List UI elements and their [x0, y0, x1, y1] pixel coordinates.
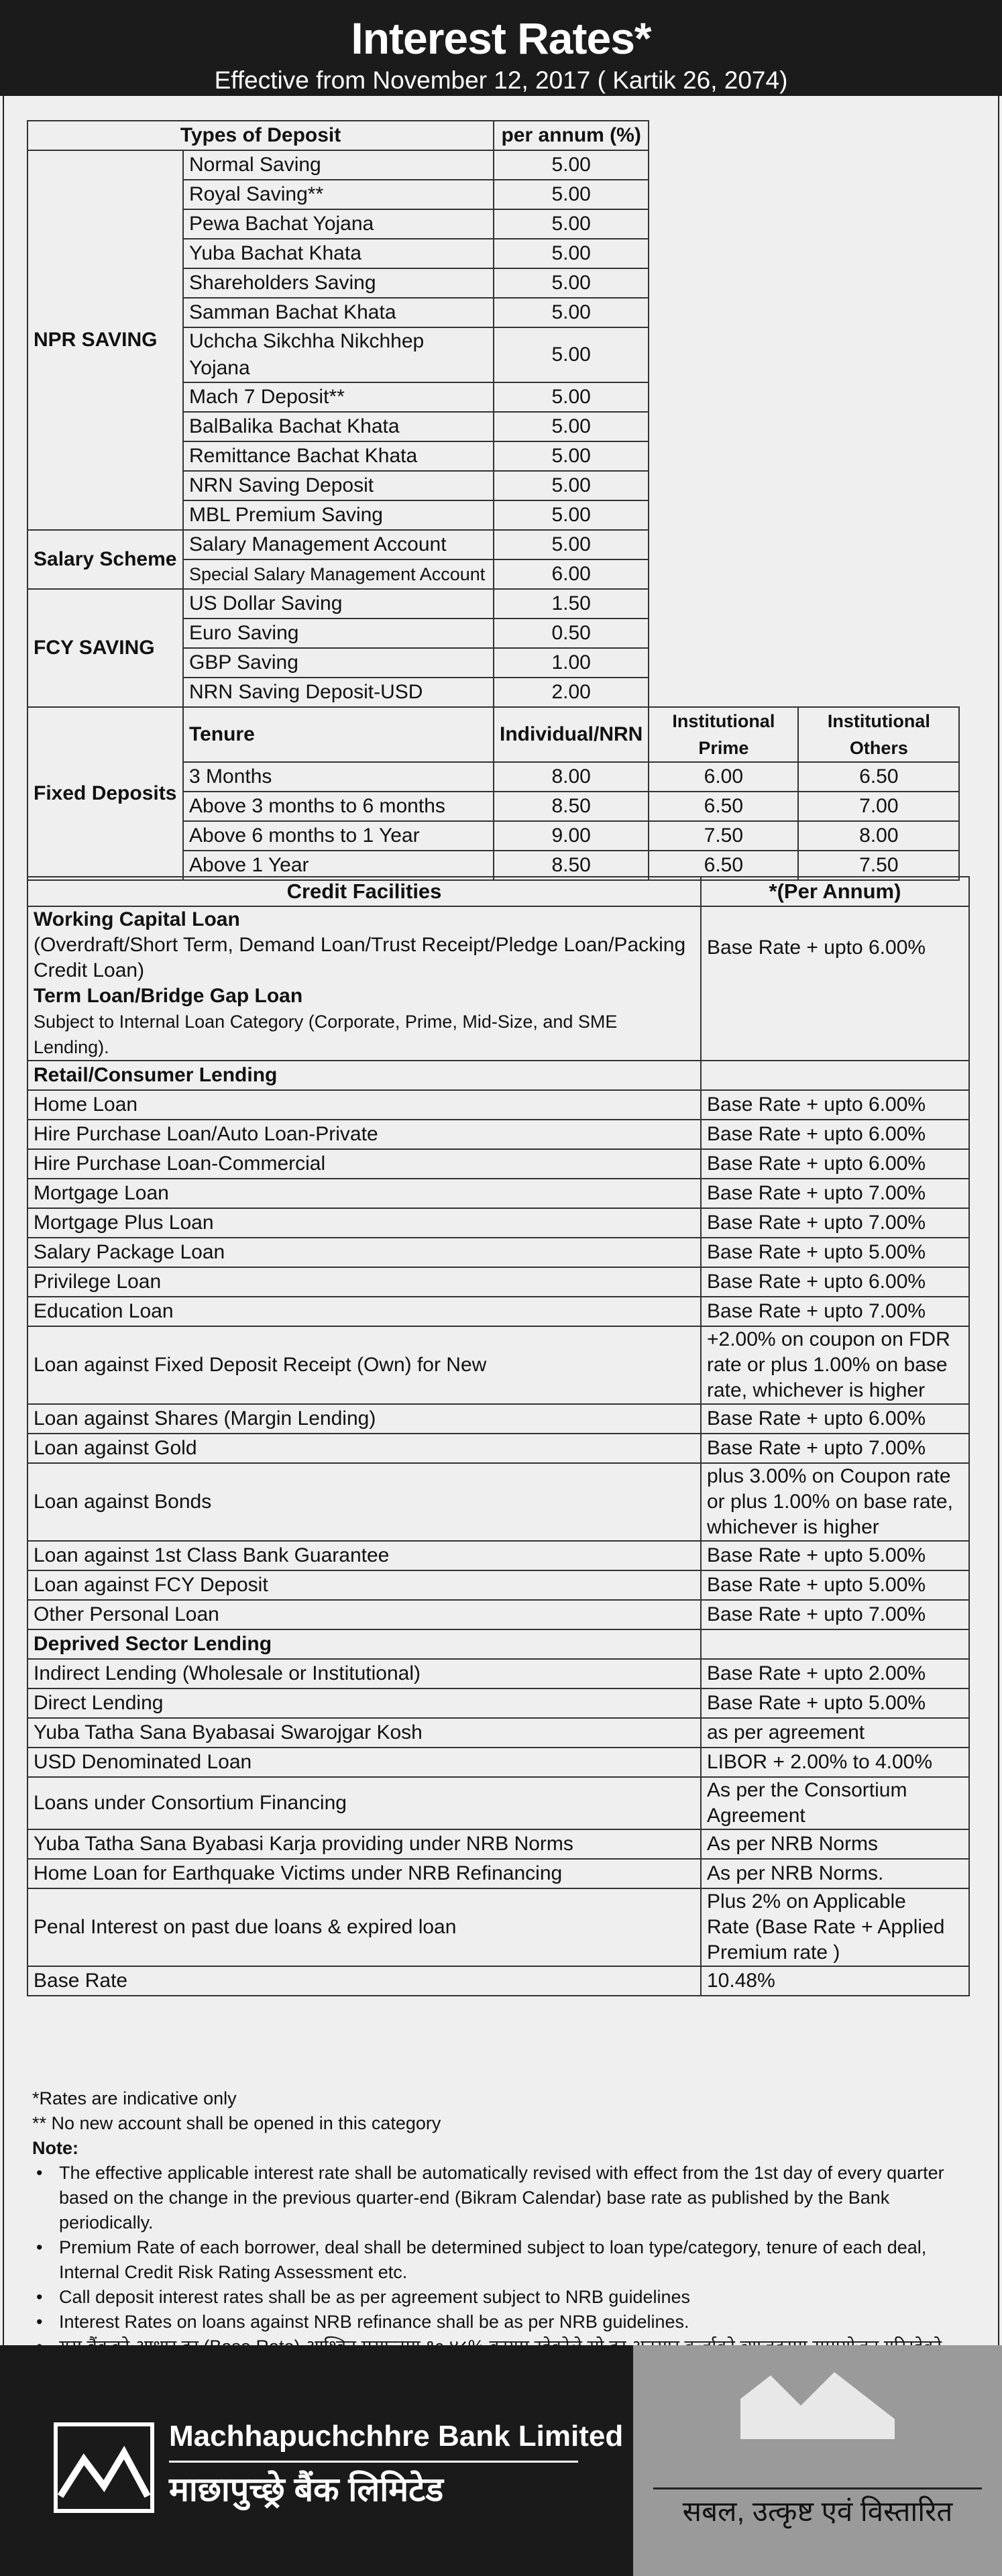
- table-row: [27, 1208, 969, 1238]
- facility-rate: Base Rate + upto 7.00%: [701, 1179, 969, 1208]
- facility-label: Hire Purchase Loan-Commercial: [27, 1149, 701, 1179]
- rate-prime: 6.00: [649, 762, 798, 792]
- term-loan-desc: Subject to Internal Loan Category (Corporate, Prime, Mid-Size, and SME Lending).: [34, 1012, 618, 1057]
- deposit-type: Salary Management Account: [183, 530, 494, 559]
- working-capital-block: [27, 906, 701, 1061]
- note-bullet: • Call deposit interest rates shall be as per agreement subject to NRB guidelines: [32, 2285, 971, 2310]
- deposit-type: Uchcha Sikchha Nikchhep Yojana: [183, 327, 494, 382]
- table-row: [27, 1629, 969, 1659]
- empty-cell: [649, 589, 959, 619]
- deposit-rate: 5.00: [494, 298, 649, 327]
- facility-rate: Base Rate + upto 6.00%: [701, 1090, 969, 1120]
- rate-line: Agreement: [707, 1805, 805, 1827]
- working-capital-title: Working Capital Loan: [34, 908, 240, 930]
- deposit-type: Euro Saving: [183, 619, 494, 648]
- rate-individual: 8.50: [494, 792, 649, 821]
- deposit-rate: 5.00: [494, 382, 649, 412]
- table-row: [27, 1600, 969, 1629]
- effective-date: Effective from November 12, 2017 ( Kartik 26, 2074): [214, 66, 788, 94]
- tenure: Above 6 months to 1 Year: [183, 821, 494, 851]
- col-header-individual: Individual/NRN: [494, 707, 649, 762]
- page-title: Interest Rates*: [351, 13, 651, 63]
- deposit-group-label: NPR SAVING: [27, 150, 183, 530]
- table-row: [27, 1434, 969, 1463]
- rate-prime: 6.50: [649, 792, 798, 821]
- facility-label: Salary Package Loan: [27, 1238, 701, 1267]
- notes-section: [32, 2086, 971, 2384]
- deposit-rate: 5.00: [494, 441, 649, 471]
- empty-cell: [649, 648, 959, 678]
- facility-rate: [701, 1463, 969, 1541]
- table-row: [27, 1238, 969, 1267]
- rate-prime: 6.50: [649, 851, 798, 880]
- tenure: 3 Months: [183, 762, 494, 792]
- deposit-header-row: [27, 121, 959, 150]
- deposit-type: MBL Premium Saving: [183, 500, 494, 530]
- deposit-type: BalBalika Bachat Khata: [183, 412, 494, 441]
- rate-line: Plus 2% on Applicable: [707, 1890, 906, 1913]
- credit-facilities-table: [27, 876, 970, 1996]
- deposit-rate: 1.50: [494, 589, 649, 619]
- facility-rate: [701, 1777, 969, 1829]
- facility-label: Other Personal Loan: [27, 1600, 701, 1629]
- table-row: [27, 906, 969, 1061]
- table-row: [27, 1297, 969, 1326]
- deposit-group-label: Salary Scheme: [27, 530, 183, 589]
- deposit-type: GBP Saving: [183, 648, 494, 678]
- empty-cell: [649, 559, 959, 589]
- facility-rate: Base Rate + upto 5.00%: [701, 1570, 969, 1600]
- deposit-type: Shareholders Saving: [183, 268, 494, 298]
- rate-others: 7.50: [798, 851, 959, 880]
- facility-label: Education Loan: [27, 1297, 701, 1326]
- table-row: [27, 1570, 969, 1600]
- empty-cell: [649, 382, 959, 412]
- divider: [653, 2487, 982, 2489]
- empty-cell: [649, 268, 959, 298]
- facility-label: Loan against FCY Deposit: [27, 1570, 701, 1600]
- table-row: [27, 1688, 969, 1718]
- deposit-type: Special Salary Management Account: [183, 559, 494, 589]
- empty-cell: [649, 150, 959, 180]
- table-row: [27, 1463, 969, 1541]
- mountain-peaks-icon: [740, 2372, 895, 2439]
- empty-cell: [649, 298, 959, 327]
- bank-name-nepali: माछापुच्छ्रे बैंक लिमिटेड: [169, 2471, 444, 2508]
- fixed-header-row: [27, 707, 959, 762]
- facility-rate: Base Rate + upto 6.00%: [701, 1404, 969, 1434]
- rate-others: 6.50: [798, 762, 959, 792]
- rate-line: +2.00% on coupon on FDR: [707, 1328, 950, 1350]
- rate-line: whichever is higher: [707, 1516, 879, 1538]
- facility-rate: Base Rate + upto 5.00%: [701, 1238, 969, 1267]
- facility-label: Home Loan for Earthquake Victims under NRB Refinancing: [27, 1859, 701, 1888]
- table-row: [27, 150, 959, 180]
- empty-cell: [649, 327, 959, 382]
- note-bullet: • Premium Rate of each borrower, deal shall be determined subject to loan type/category, tenure of each deal, Internal Credit Risk Rating Assessment etc.: [32, 2235, 971, 2285]
- deposit-rate: 5.00: [494, 239, 649, 268]
- deposit-type: Yuba Bachat Khata: [183, 239, 494, 268]
- base-rate-label: Base Rate: [27, 1966, 701, 1996]
- table-row: [27, 1120, 969, 1149]
- facility-rate: As per NRB Norms.: [701, 1859, 969, 1888]
- facility-rate: as per agreement: [701, 1718, 969, 1748]
- facility-label: Penal Interest on past due loans & expired loan: [27, 1888, 701, 1966]
- bank-logo-icon: [54, 2422, 154, 2513]
- deposit-rate: 2.00: [494, 678, 649, 707]
- facility-label: Loan against Bonds: [27, 1463, 701, 1541]
- col-header-per-annum: *(Per Annum): [701, 877, 969, 906]
- facility-label: Loans under Consortium Financing: [27, 1777, 701, 1829]
- deposit-type: Normal Saving: [183, 150, 494, 180]
- divider: [169, 2461, 578, 2463]
- deposit-rate: 1.00: [494, 648, 649, 678]
- term-loan-title: Term Loan/Bridge Gap Loan: [34, 985, 303, 1007]
- col-header-types: Types of Deposit: [27, 121, 494, 150]
- facility-label: Yuba Tatha Sana Byabasai Swarojgar Kosh: [27, 1718, 701, 1748]
- header-banner: [0, 0, 1002, 96]
- rate-individual: 8.00: [494, 762, 649, 792]
- facility-label: USD Denominated Loan: [27, 1748, 701, 1777]
- facility-rate: Base Rate + upto 5.00%: [701, 1541, 969, 1570]
- facility-rate: Base Rate + upto 7.00%: [701, 1600, 969, 1629]
- rate-line: rate or plus 1.00% on base: [707, 1354, 948, 1376]
- note-title: Note:: [32, 2138, 78, 2158]
- facility-label: Loan against Fixed Deposit Receipt (Own) for New: [27, 1326, 701, 1404]
- facility-label: Mortgage Loan: [27, 1179, 701, 1208]
- deposit-type: Remittance Bachat Khata: [183, 441, 494, 471]
- credit-header-row: [27, 877, 969, 906]
- deposit-type: Pewa Bachat Yojana: [183, 209, 494, 239]
- deposit-type: NRN Saving Deposit-USD: [183, 678, 494, 707]
- facility-label: Indirect Lending (Wholesale or Institutional): [27, 1659, 701, 1688]
- facility-rate: [701, 1326, 969, 1404]
- empty-cell: [649, 239, 959, 268]
- table-row: [27, 1777, 969, 1829]
- facility-label: Loan against Shares (Margin Lending): [27, 1404, 701, 1434]
- facility-label: Home Loan: [27, 1090, 701, 1120]
- facility-label: Loan against 1st Class Bank Guarantee: [27, 1541, 701, 1570]
- deposit-rate: 5.00: [494, 500, 649, 530]
- rate-line: rate, whichever is higher: [707, 1379, 926, 1401]
- bank-name-english: Machhapuchchhre Bank Limited: [169, 2420, 624, 2453]
- rate-individual: 8.50: [494, 851, 649, 880]
- col-header-rate: per annum (%): [494, 121, 649, 150]
- rate-others: 8.00: [798, 821, 959, 851]
- col-header-facility: Credit Facilities: [27, 877, 701, 906]
- facility-rate: As per NRB Norms: [701, 1829, 969, 1859]
- deposit-group-label: FCY SAVING: [27, 589, 183, 707]
- empty-cell: [649, 441, 959, 471]
- deposit-rate: 5.00: [494, 412, 649, 441]
- note-bullet: • The effective applicable interest rate shall be automatically revised with effect from the 1st day of every quarter based on the change in the previous quarter-end (Bikram Calendar) base rate as published by the Bank periodically.: [32, 2161, 971, 2235]
- table-row: [27, 1659, 969, 1688]
- table-row: [27, 1149, 969, 1179]
- fixed-deposit-label: Fixed Deposits: [27, 707, 183, 880]
- deposit-rate: 5.00: [494, 530, 649, 559]
- deposit-rate: 5.00: [494, 150, 649, 180]
- facility-label: Loan against Gold: [27, 1434, 701, 1463]
- deposit-rate: 0.50: [494, 619, 649, 648]
- table-row: [27, 1829, 969, 1859]
- footer: [0, 2345, 1002, 2576]
- deposit-rate: 5.00: [494, 180, 649, 209]
- tenure: Above 3 months to 6 months: [183, 792, 494, 821]
- facility-rate: Base Rate + upto 6.00%: [701, 1120, 969, 1149]
- facility-label: Direct Lending: [27, 1688, 701, 1718]
- table-row: [27, 1267, 969, 1297]
- empty-cell: [649, 412, 959, 441]
- section-title-retail: Retail/Consumer Lending: [27, 1061, 701, 1090]
- rate-individual: 9.00: [494, 821, 649, 851]
- working-capital-rate: Base Rate + upto 6.00%: [701, 906, 969, 1061]
- footer-brand-panel: [0, 2345, 633, 2576]
- empty-cell: [649, 471, 959, 500]
- facility-rate: Base Rate + upto 7.00%: [701, 1297, 969, 1326]
- rate-line: plus 3.00% on Coupon rate: [707, 1465, 951, 1487]
- empty-cell: [649, 678, 959, 707]
- facility-rate: Base Rate + upto 6.00%: [701, 1149, 969, 1179]
- rate-line: As per the Consortium: [707, 1779, 907, 1801]
- facility-rate: Base Rate + upto 5.00%: [701, 1688, 969, 1718]
- empty-cell: [649, 121, 959, 150]
- section-title-deprived: Deprived Sector Lending: [27, 1629, 701, 1659]
- empty-cell: [649, 619, 959, 648]
- empty-cell: [649, 180, 959, 209]
- table-row: [27, 530, 959, 559]
- note-no-new-account: ** No new account shall be opened in this category: [32, 2113, 441, 2133]
- note-indicative: *Rates are indicative only: [32, 2088, 237, 2108]
- deposit-type: NRN Saving Deposit: [183, 471, 494, 500]
- deposit-type: Samman Bachat Khata: [183, 298, 494, 327]
- table-row: [27, 1541, 969, 1570]
- tenure: Above 1 Year: [183, 851, 494, 880]
- empty-cell: [649, 500, 959, 530]
- empty-cell: [701, 1061, 969, 1090]
- deposit-rate: 5.00: [494, 268, 649, 298]
- deposit-rate: 6.00: [494, 559, 649, 589]
- facility-label: Yuba Tatha Sana Byabasi Karja providing under NRB Norms: [27, 1829, 701, 1859]
- col-header-others: Institutional Others: [798, 707, 959, 762]
- deposit-rate: 5.00: [494, 209, 649, 239]
- facility-rate: Base Rate + upto 6.00%: [701, 1267, 969, 1297]
- rate-others: 7.00: [798, 792, 959, 821]
- tagline: सबल, उत्कृष्ट एवं विस्तारित: [682, 2496, 953, 2527]
- empty-cell: [649, 209, 959, 239]
- table-row: [27, 1859, 969, 1888]
- table-row: [27, 1179, 969, 1208]
- table-row: [27, 589, 959, 619]
- table-row: [27, 1326, 969, 1404]
- col-header-prime: Institutional Prime: [649, 707, 798, 762]
- working-capital-desc: (Overdraft/Short Term, Demand Loan/Trust Receipt/Pledge Loan/Packing Credit Loan): [34, 934, 686, 981]
- empty-cell: [649, 530, 959, 559]
- note-bullet: • Interest Rates on loans against NRB refinance shall be as per NRB guidelines.: [32, 2310, 971, 2334]
- table-row: [27, 1888, 969, 1966]
- table-row: [27, 1404, 969, 1434]
- table-row: [27, 1748, 969, 1777]
- table-row: [27, 1061, 969, 1090]
- table-row: [27, 1966, 969, 1996]
- table-row: [27, 1090, 969, 1120]
- rate-prime: 7.50: [649, 821, 798, 851]
- table-row: [27, 1718, 969, 1748]
- facility-rate: LIBOR + 2.00% to 4.00%: [701, 1748, 969, 1777]
- facility-label: Privilege Loan: [27, 1267, 701, 1297]
- deposit-type: Royal Saving**: [183, 180, 494, 209]
- deposit-type: US Dollar Saving: [183, 589, 494, 619]
- facility-label: Hire Purchase Loan/Auto Loan-Private: [27, 1120, 701, 1149]
- empty-cell: [701, 1629, 969, 1659]
- deposit-rate: 5.00: [494, 471, 649, 500]
- base-rate-value: 10.48%: [701, 1966, 969, 1996]
- rate-line: Premium rate ): [707, 1941, 840, 1964]
- rate-line: or plus 1.00% on base rate,: [707, 1491, 953, 1513]
- col-header-tenure: Tenure: [183, 707, 494, 762]
- deposit-rates-table: [27, 120, 960, 881]
- facility-rate: Base Rate + upto 7.00%: [701, 1208, 969, 1238]
- footer-tagline-panel: [633, 2345, 1002, 2576]
- deposit-type: Mach 7 Deposit**: [183, 382, 494, 412]
- facility-rate: Base Rate + upto 7.00%: [701, 1434, 969, 1463]
- deposit-rate: 5.00: [494, 327, 649, 382]
- facility-rate: [701, 1888, 969, 1966]
- facility-rate: Base Rate + upto 2.00%: [701, 1659, 969, 1688]
- facility-label: Mortgage Plus Loan: [27, 1208, 701, 1238]
- rate-line: Rate (Base Rate + Applied: [707, 1916, 945, 1938]
